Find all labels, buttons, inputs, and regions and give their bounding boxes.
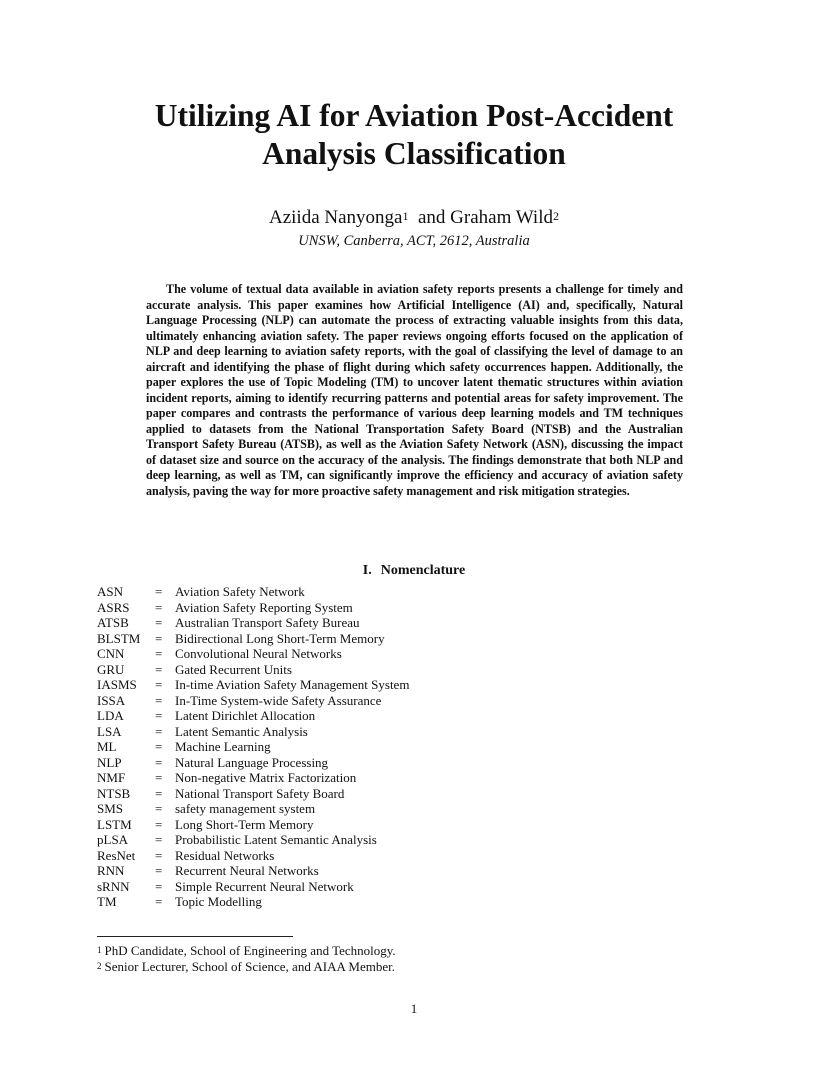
nomenclature-row (97, 894, 409, 910)
nomenclature-list (97, 584, 409, 910)
section-title: Nomenclature (380, 563, 466, 578)
nomenclature-definition: National Transport Safety Board (175, 785, 345, 801)
affiliation: UNSW, Canberra, ACT, 2612, Australia (298, 233, 530, 249)
footnote (97, 943, 396, 959)
nomenclature-definition: Natural Language Processing (175, 754, 329, 770)
nomenclature-equals: = (155, 754, 163, 770)
footnote-mark: 2 (97, 961, 102, 971)
nomenclature-abbr: SMS (97, 801, 124, 816)
nomenclature-definition: Machine Learning (175, 739, 271, 754)
nomenclature-row (97, 770, 409, 786)
nomenclature-definition: Residual Networks (175, 847, 275, 863)
nomenclature-abbr: LDA (97, 708, 124, 723)
nomenclature-row (97, 817, 409, 833)
nomenclature-row (97, 755, 409, 771)
nomenclature-abbr: NLP (97, 754, 122, 770)
footnote-text: Senior Lecturer, School of Science, and AIAA Member. (104, 959, 395, 974)
author-2-footnote-mark: 2 (553, 209, 559, 223)
nomenclature-definition: Simple Recurrent Neural Network (175, 878, 354, 894)
nomenclature-equals: = (155, 739, 163, 754)
nomenclature-row (97, 615, 409, 631)
nomenclature-abbr: ASN (97, 584, 124, 599)
nomenclature-definition: Australian Transport Safety Bureau (175, 615, 360, 630)
nomenclature-row (97, 724, 409, 740)
nomenclature-abbr: NTSB (97, 785, 131, 801)
nomenclature-row (97, 646, 409, 662)
nomenclature-equals: = (155, 770, 163, 785)
nomenclature-row (97, 739, 409, 755)
nomenclature-equals: = (155, 894, 163, 909)
nomenclature-definition: Aviation Safety Reporting System (175, 599, 353, 615)
footnotes (97, 943, 396, 975)
nomenclature-abbr: LSA (97, 723, 122, 739)
nomenclature-definition: safety management system (175, 801, 316, 816)
nomenclature-abbr: ASRS (97, 599, 130, 615)
nomenclature-row (97, 662, 409, 678)
nomenclature-row (97, 708, 409, 724)
nomenclature-definition: Topic Modelling (175, 894, 262, 909)
nomenclature-abbr: CNN (97, 646, 125, 661)
nomenclature-definition: Aviation Safety Network (175, 584, 305, 599)
nomenclature-equals: = (155, 708, 163, 723)
footnote-divider (97, 936, 293, 937)
nomenclature-row (97, 863, 409, 879)
author-joiner: and (417, 207, 446, 228)
nomenclature-equals: = (155, 677, 163, 692)
nomenclature-equals: = (155, 599, 163, 615)
nomenclature-row (97, 786, 409, 802)
nomenclature-definition: Latent Dirichlet Allocation (175, 708, 316, 723)
nomenclature-definition: Non-negative Matrix Factorization (175, 770, 357, 785)
nomenclature-abbr: GRU (97, 661, 125, 677)
nomenclature-definition: In-Time System-wide Safety Assurance (175, 692, 382, 708)
author-1-name: Aziida Nanyonga (268, 207, 403, 228)
nomenclature-equals: = (155, 615, 163, 630)
nomenclature-equals: = (155, 630, 163, 646)
nomenclature-definition: Convolutional Neural Networks (175, 646, 342, 661)
footnote-text: PhD Candidate, School of Engineering and Technology. (104, 943, 396, 958)
nomenclature-definition: Latent Semantic Analysis (175, 723, 308, 739)
footnote (97, 959, 396, 975)
nomenclature-equals: = (155, 847, 163, 863)
nomenclature-equals: = (155, 832, 163, 847)
nomenclature-abbr: ATSB (97, 615, 129, 630)
nomenclature-equals: = (155, 692, 163, 708)
nomenclature-row (97, 600, 409, 616)
nomenclature-equals: = (155, 646, 163, 661)
nomenclature-equals: = (155, 816, 163, 832)
nomenclature-abbr: TM (97, 894, 117, 909)
nomenclature-definition: Bidirectional Long Short-Term Memory (175, 630, 385, 646)
page-number: 1 (410, 1001, 418, 1016)
author-line (100, 205, 728, 231)
title-line-1: Utilizing AI for Aviation Post-Accident (154, 98, 674, 133)
nomenclature-definition: In-time Aviation Safety Management System (175, 677, 410, 692)
nomenclature-abbr: pLSA (97, 832, 129, 847)
nomenclature-row (97, 832, 409, 848)
nomenclature-abbr: ISSA (97, 692, 126, 708)
nomenclature-row (97, 693, 409, 709)
title-line-2: Analysis Classification (262, 136, 566, 171)
author-1-footnote-mark: 1 (402, 209, 409, 223)
nomenclature-row (97, 801, 409, 817)
nomenclature-equals: = (155, 584, 163, 599)
nomenclature-row (97, 879, 409, 895)
footnote-mark: 1 (97, 945, 102, 955)
nomenclature-abbr: RNN (97, 863, 125, 878)
section-number: I. (362, 563, 372, 578)
section-heading-nomenclature (100, 562, 728, 580)
nomenclature-definition: Long Short-Term Memory (175, 816, 314, 832)
nomenclature-equals: = (155, 801, 163, 816)
nomenclature-abbr: ResNet (97, 847, 136, 863)
nomenclature-row (97, 631, 409, 647)
nomenclature-abbr: NMF (97, 770, 126, 785)
nomenclature-definition: Recurrent Neural Networks (175, 863, 319, 878)
nomenclature-equals: = (155, 878, 163, 894)
nomenclature-row (97, 848, 409, 864)
nomenclature-equals: = (155, 863, 163, 878)
nomenclature-abbr: sRNN (97, 878, 130, 894)
nomenclature-equals: = (155, 785, 163, 801)
nomenclature-definition: Probabilistic Latent Semantic Analysis (175, 832, 377, 847)
nomenclature-equals: = (155, 723, 163, 739)
nomenclature-definition: Gated Recurrent Units (175, 661, 292, 677)
nomenclature-row (97, 584, 409, 600)
author-2-name: Graham Wild (450, 207, 553, 228)
nomenclature-abbr: LSTM (97, 816, 132, 832)
nomenclature-abbr: BLSTM (97, 630, 141, 646)
nomenclature-abbr: ML (97, 739, 117, 754)
paper-title (100, 97, 728, 173)
nomenclature-abbr: IASMS (97, 677, 137, 692)
nomenclature-row (97, 677, 409, 693)
abstract: The volume of textual data available in aviation safety reports presents a challenge for timely and accurate analysis. This paper examines how Artificial Intelligence (AI) and, specifically, Natural Language Processing (NLP) can automate the process of extracting valuable insights from this data, ultimately enhancing aviation safety. The paper reviews ongoing efforts focused on the application of NLP and deep learning to aviation safety reports, with the goal of classifying the level of damage to an aircraft and identifying the phase of flight during which safety occurrences happen. Additionally, the paper explores the use of Topic Modeling (TM) to uncover latent thematic structures within aviation incident reports, aiming to identify recurring patterns and potential areas for safety improvement. The paper compares and contrasts the performance of various deep learning models and TM techniques applied to datasets from the National Transportation Safety Board (NTSB) and the Australian Transport Safety Bureau (ATSB), as well as the Aviation Safety Network (ASN), discussing the impact of dataset size and source on the accuracy of the analysis. The findings demonstrate that both NLP and deep learning, as well as TM, can significantly improve the efficiency and accuracy of aviation safety analysis, paving the way for more proactive safety management and risk mitigation strategies. (146, 282, 683, 498)
nomenclature-equals: = (155, 661, 163, 677)
